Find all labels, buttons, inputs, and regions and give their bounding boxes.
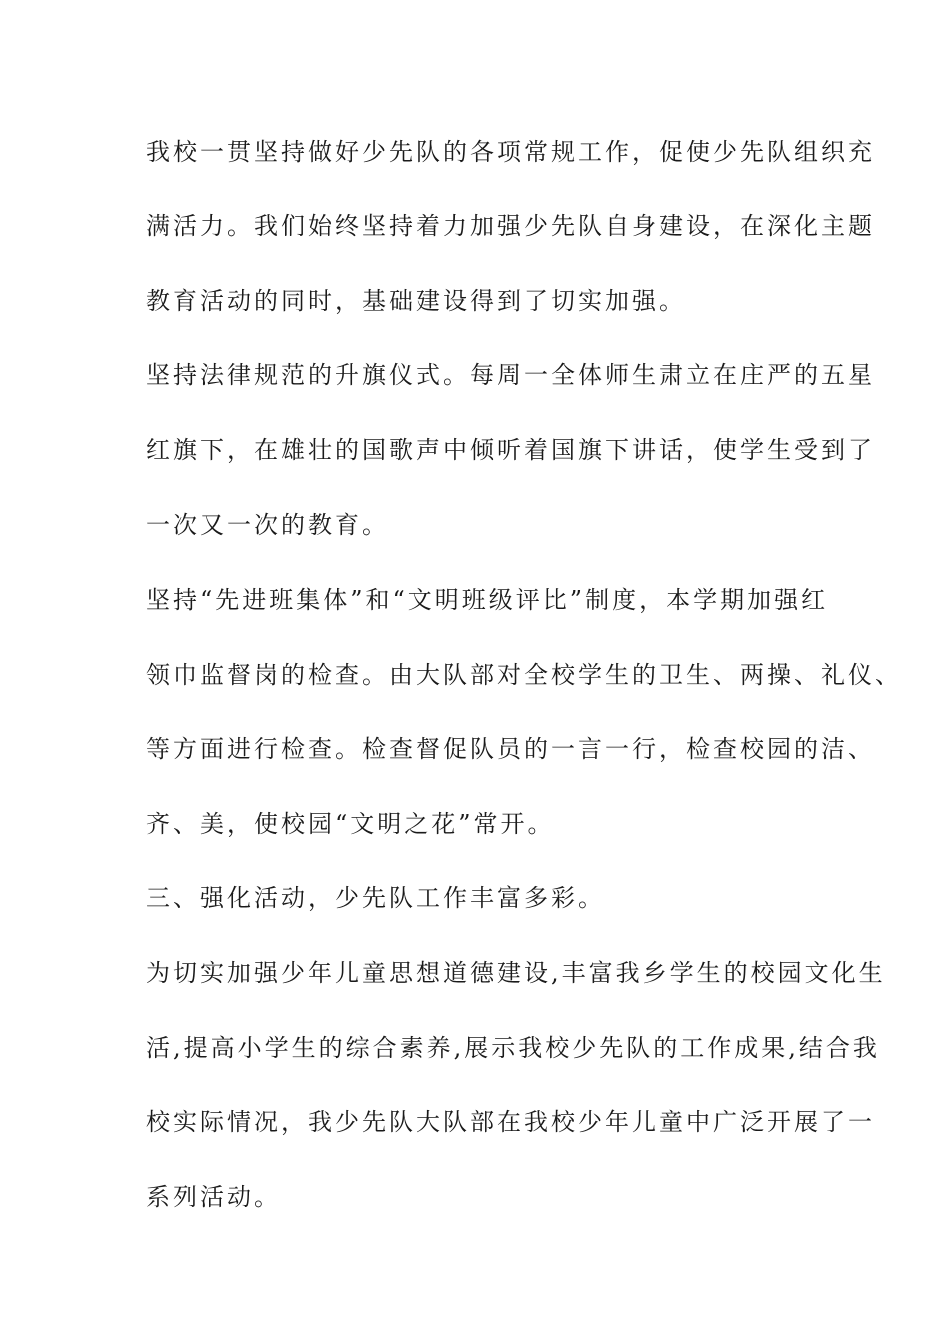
text-line: 满活力。我们始终坚持着力加强少先队自身建设，在深化主题 [146,212,875,240]
text-line: 我校一贯坚持做好少先队的各项常规工作，促使少先队组织充 [146,138,875,166]
text-line: 一次又一次的教育。 [146,511,389,539]
text-line: 等方面进行检查。检查督促队员的一言一行，检查校园的洁、 [146,735,875,763]
text-line: 齐、美，使校园“文明之花”常开。 [146,810,555,838]
section-heading: 三、强化活动，少先队工作丰富多彩。 [146,884,605,912]
text-line: 校实际情况，我少先队大队部在我校少年儿童中广泛开展了一 [146,1108,875,1136]
text-line: 教育活动的同时，基础建设得到了切实加强。 [146,287,686,315]
text-line: 领巾监督岗的检查。由大队部对全校学生的卫生、两操、礼仪、 [146,661,902,689]
text-line: 坚持“先进班集体”和“文明班级评比”制度，本学期加强红 [146,586,829,614]
text-line: 红旗下，在雄壮的国歌声中倾听着国旗下讲话，使学生受到了 [146,436,875,464]
text-line: 活,提高小学生的综合素养,展示我校少先队的工作成果,结合我 [146,1034,880,1062]
text-line: 系列活动。 [146,1183,281,1211]
text-line: 为切实加强少年儿童思想道德建设,丰富我乡学生的校园文化生 [146,959,886,987]
text-line: 坚持法律规范的升旗仪式。每周一全体师生肃立在庄严的五星 [146,361,875,389]
